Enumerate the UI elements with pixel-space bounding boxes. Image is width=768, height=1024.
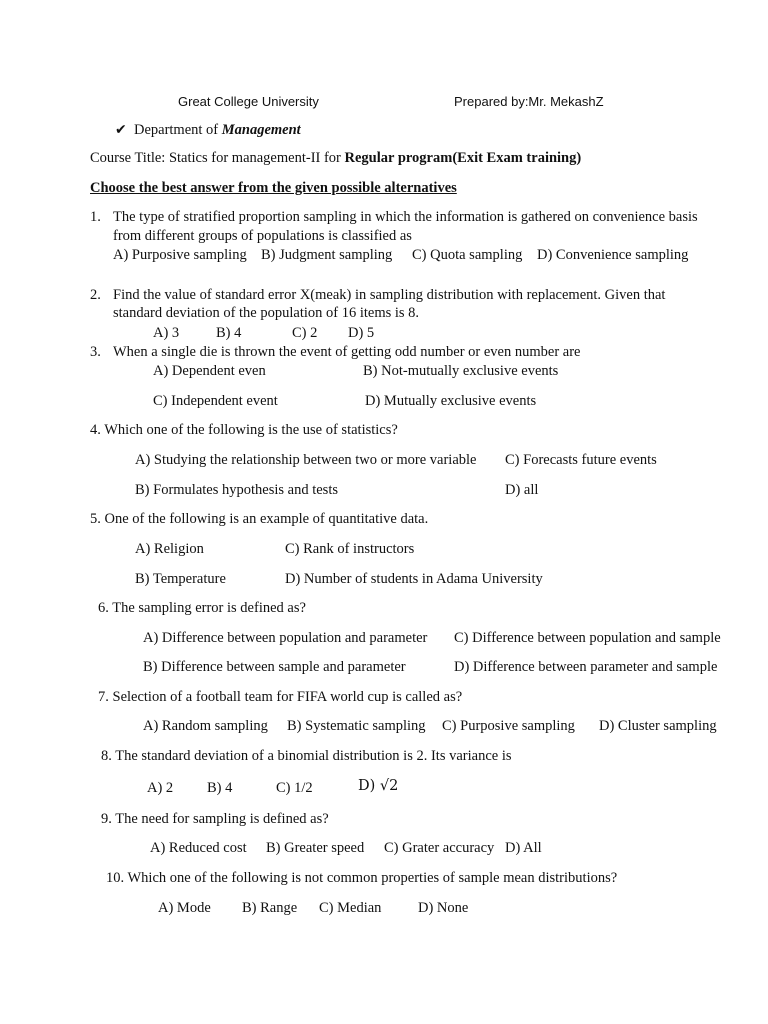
question-10-option-a: A) Mode	[158, 900, 211, 916]
question-8-number: 8.	[101, 748, 112, 764]
question-5-text: One of the following is an example of quantitative data.	[104, 511, 429, 527]
question-5-option-a: A) Religion	[135, 541, 204, 557]
question-9-option-a: A) Reduced cost	[150, 840, 247, 856]
question-4-text: Which one of the following is the use of statistics?	[104, 422, 398, 438]
question-9-text: The need for sampling is defined as?	[115, 811, 329, 827]
question-3-option-a: A) Dependent even	[153, 363, 266, 379]
question-8-option-a: A) 2	[147, 780, 174, 796]
question-10-number: 10.	[106, 870, 125, 886]
question-8-option-b: B) 4	[207, 780, 233, 796]
question-2-option-c: C) 2	[292, 325, 318, 341]
question-1-number: 1.	[90, 209, 101, 225]
course-title	[90, 150, 581, 167]
question-9-option-b: B) Greater speed	[266, 840, 365, 856]
question-4-number: 4.	[90, 422, 101, 438]
question-10-option-b: B) Range	[242, 900, 298, 916]
question-10	[106, 870, 617, 887]
question-9-option-d: D) All	[505, 840, 542, 856]
question-7	[98, 689, 462, 706]
check-icon: ✔	[115, 122, 127, 138]
question-1-line-1: The type of stratified proportion sampling in which the information is gathered on convenience basis	[113, 209, 698, 225]
question-1-option-c: C) Quota sampling	[412, 247, 523, 263]
question-1-line-2: from different groups of populations is classified as	[113, 228, 412, 244]
prepared-by: Prepared by:Mr. MekashZ	[454, 94, 604, 109]
department-name: Management	[221, 122, 301, 138]
question-1-option-b: B) Judgment sampling	[261, 247, 393, 263]
question-3-option-d: D) Mutually exclusive events	[365, 393, 537, 409]
question-2-number: 2.	[90, 287, 101, 303]
question-9-option-c: C) Grater accuracy	[384, 840, 495, 856]
question-1-option-d: D) Convenience sampling	[537, 247, 689, 263]
department-prefix: Department of	[133, 122, 219, 138]
question-6-text: The sampling error is defined as?	[112, 600, 306, 616]
question-5	[90, 511, 428, 528]
question-6-option-a: A) Difference between population and parameter	[143, 630, 428, 646]
question-3-option-c: C) Independent event	[153, 393, 278, 409]
question-2-option-b: B) 4	[216, 325, 242, 341]
question-8-option-d: D) √2	[358, 778, 399, 794]
question-10-text: Which one of the following is not common properties of sample mean distributions?	[127, 870, 618, 886]
question-5-number: 5.	[90, 511, 101, 527]
question-3-number: 3.	[90, 344, 101, 360]
question-3-line-1: When a single die is thrown the event of getting odd number or even number are	[113, 344, 581, 360]
question-6-option-d: D) Difference between parameter and sample	[454, 659, 718, 675]
question-4-option-b: B) Formulates hypothesis and tests	[135, 482, 338, 498]
question-10-option-c: C) Median	[319, 900, 382, 916]
question-10-option-d: D) None	[418, 900, 469, 916]
question-1-option-a: A) Purposive sampling	[113, 247, 247, 263]
question-4-option-d: D) all	[505, 482, 539, 498]
department-line	[115, 122, 301, 139]
question-8-text: The standard deviation of a binomial distribution is 2. Its variance is	[115, 748, 512, 764]
question-6-option-c: C) Difference between population and sample	[454, 630, 721, 646]
question-3-option-b: B) Not-mutually exclusive events	[363, 363, 559, 379]
question-4-option-c: C) Forecasts future events	[505, 452, 657, 468]
question-5-option-c: C) Rank of instructors	[285, 541, 415, 557]
question-2-option-d: D) 5	[348, 325, 375, 341]
question-2-line-1: Find the value of standard error X(meak) in sampling distribution with replacement. Given that	[113, 287, 666, 303]
question-8	[101, 748, 512, 765]
question-5-option-b: B) Temperature	[135, 571, 226, 587]
instructions: Choose the best answer from the given possible alternatives	[90, 180, 457, 196]
question-8-option-c: C) 1/2	[276, 780, 313, 796]
question-2-line-2: standard deviation of the population of 16 items is 8.	[113, 305, 420, 321]
question-6-option-b: B) Difference between sample and parameter	[143, 659, 406, 675]
question-6-number: 6.	[98, 600, 109, 616]
course-prefix: Course Title: Statics for management-II for	[90, 150, 341, 166]
question-7-option-b: B) Systematic sampling	[287, 718, 426, 734]
question-7-option-c: C) Purposive sampling	[442, 718, 575, 734]
question-4-option-a: A) Studying the relationship between two or more variable	[135, 452, 477, 468]
question-5-option-d: D) Number of students in Adama University	[285, 571, 543, 587]
question-7-number: 7.	[98, 689, 109, 705]
question-9-number: 9.	[101, 811, 112, 827]
question-4	[90, 422, 398, 439]
university-name: Great College University	[178, 94, 319, 109]
question-7-option-a: A) Random sampling	[143, 718, 268, 734]
question-6	[98, 600, 306, 617]
question-9	[101, 811, 329, 828]
course-program: Regular program(Exit Exam training)	[344, 150, 582, 166]
question-2-option-a: A) 3	[153, 325, 180, 341]
question-7-option-d: D) Cluster sampling	[599, 718, 717, 734]
question-7-text: Selection of a football team for FIFA world cup is called as?	[112, 689, 463, 705]
